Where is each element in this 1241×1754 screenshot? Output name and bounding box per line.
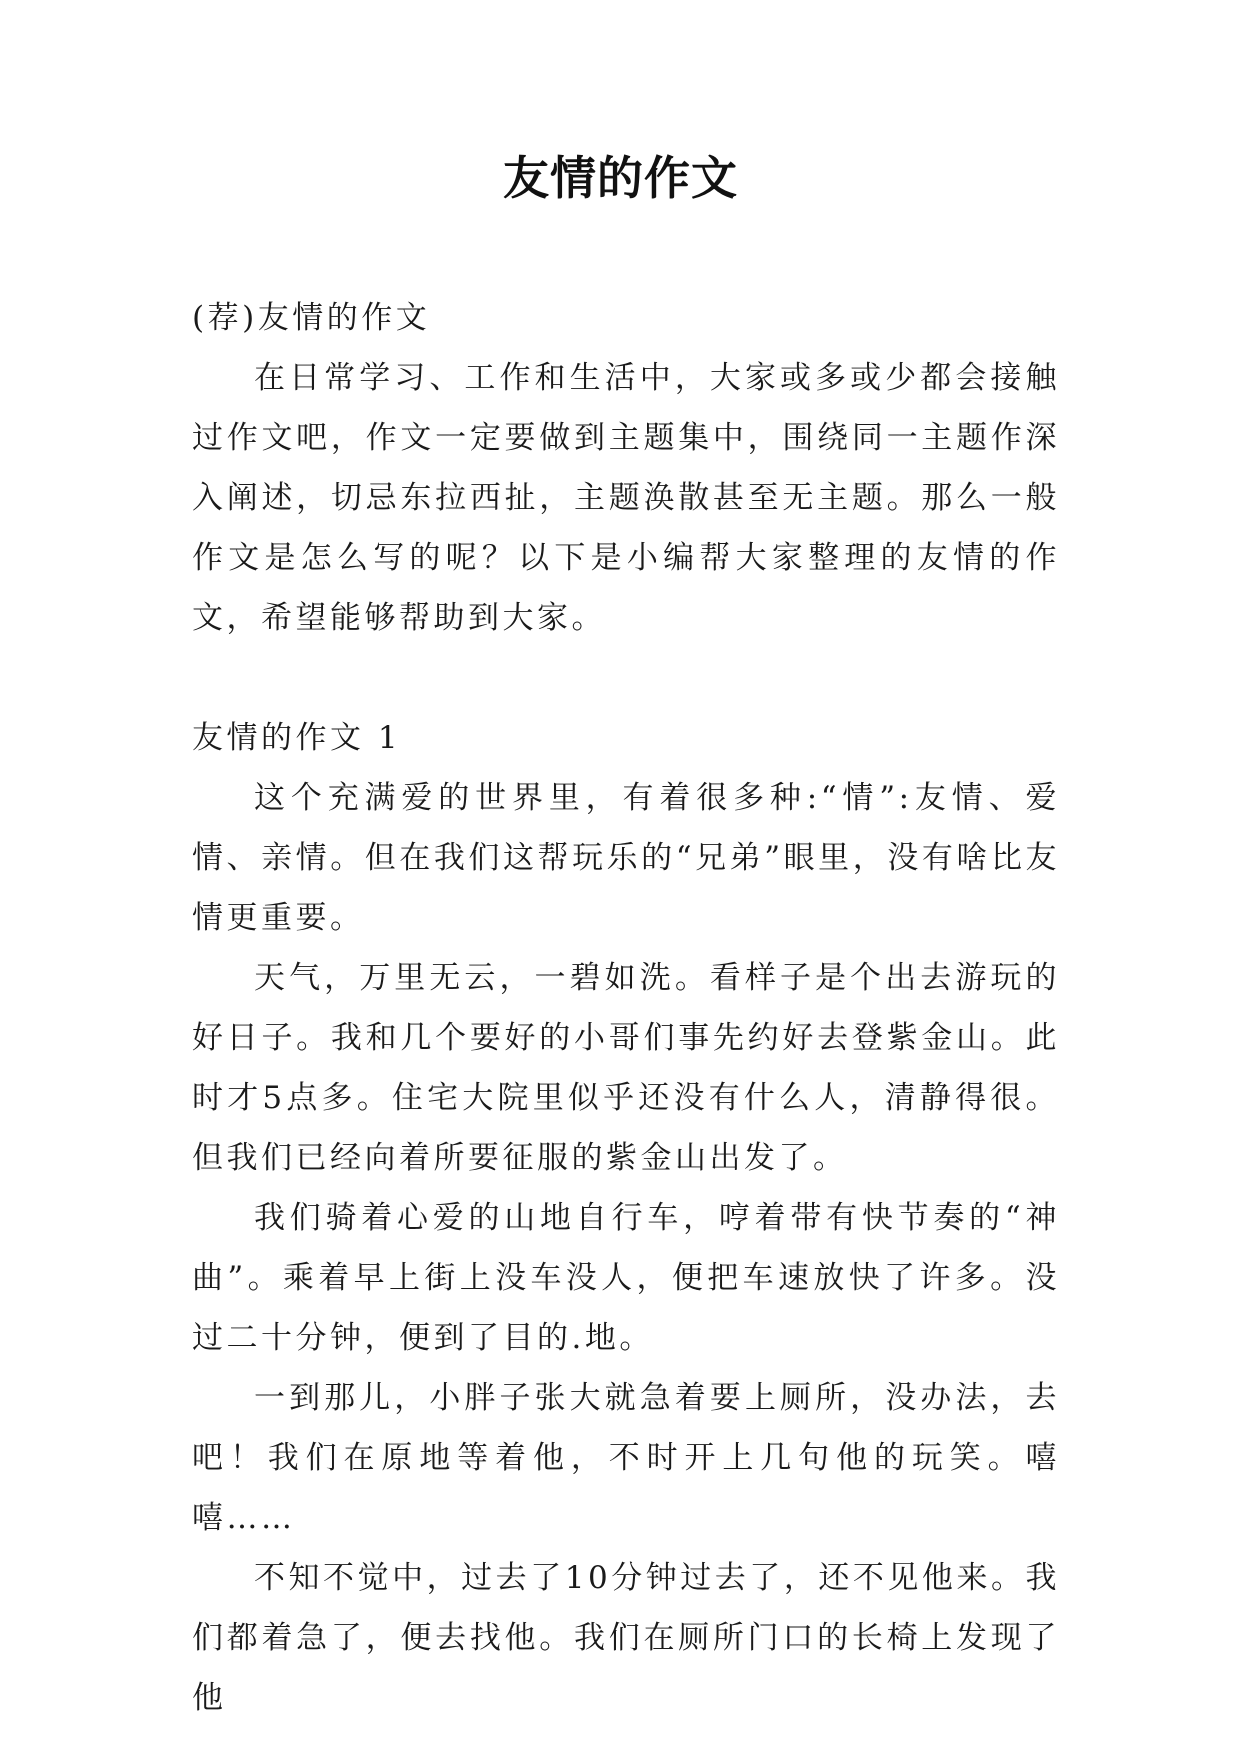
section-heading: 友情的作文 1 bbox=[192, 720, 402, 756]
intro-heading: (荐)友情的作文 bbox=[192, 300, 431, 336]
intro-paragraph: 在日常学习、工作和生活中，大家或多或少都会接触过作文吧，作文一定要做到主题集中，围绕同一主题作深入阐述，切忌东拉西扯，主题涣散甚至无主题。那么一般作文是怎么写的呢？以下是小编帮大家整理的友情的作文，希望能够帮助到大家。 bbox=[192, 360, 1060, 636]
document-body bbox=[192, 288, 1060, 1728]
body-paragraph: 天气，万里无云，一碧如洗。看样子是个出去游玩的好日子。我和几个要好的小哥们事先约好去登紫金山。此时才5点多。住宅大院里似乎还没有什么人，清静得很。但我们已经向着所要征服的紫金山出发了。 bbox=[192, 960, 1060, 1176]
body-paragraph: 这个充满爱的世界里，有着很多种:“情”:友情、爱情、亲情。但在我们这帮玩乐的“兄弟”眼里，没有啥比友情更重要。 bbox=[192, 780, 1060, 936]
document-title: 友情的作文 bbox=[503, 151, 738, 205]
body-paragraph: 一到那儿，小胖子张大就急着要上厕所，没办法，去吧！我们在原地等着他，不时开上几句他的玩笑。嘻嘻…… bbox=[192, 1380, 1060, 1536]
body-paragraph: 不知不觉中，过去了10分钟过去了，还不见他来。我们都着急了，便去找他。我们在厕所门口的长椅上发现了他 bbox=[192, 1560, 1060, 1716]
body-paragraph: 我们骑着心爱的山地自行车，哼着带有快节奏的“神曲”。乘着早上街上没车没人，便把车速放快了许多。没过二十分钟，便到了目的.地。 bbox=[192, 1200, 1060, 1356]
section-spacer bbox=[192, 648, 1060, 708]
